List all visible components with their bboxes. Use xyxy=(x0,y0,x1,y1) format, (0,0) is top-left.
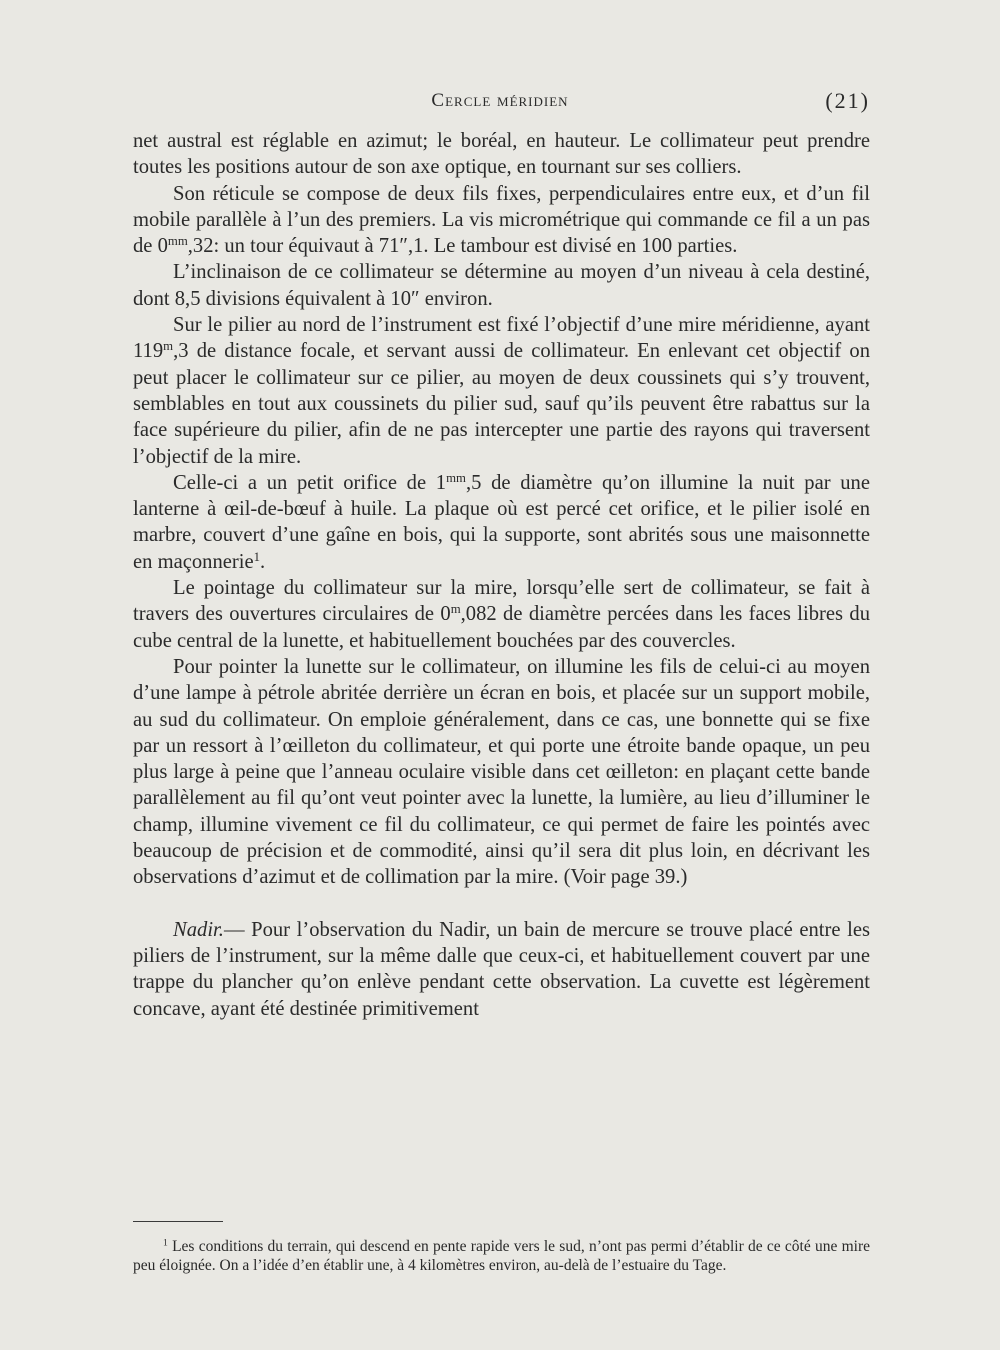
paragraph-orifice xyxy=(133,470,870,575)
footnotes xyxy=(133,1237,870,1275)
body-text xyxy=(133,128,870,1022)
paragraph-text: ,3 de distance focale, et servant aussi de collimateur. En enlevant cet objectif on peut placer le collimateur sur ce pilier, au moyen de deux coussinets qui s’y trouvent, semblables en tout aux coussinets du pilier sud, sauf qu’ils peuvent être rabattus sur la face supérieure du pilier, afin de ne pas intercepter une partie des rayons qui traversent l’objectif de la mire. xyxy=(133,340,870,468)
paragraph-pointer-lunette xyxy=(133,654,870,891)
page-number: (21) xyxy=(825,88,870,113)
footnote-text: Les conditions du terrain, qui descend en pente rapide vers le sud, n’ont pas permi d’établir de ce côté une mire peu éloignée. On a l’idée d’en établir une, à 4 kilomètres environ, au-delà de l’estuaire du Tage. xyxy=(133,1238,871,1274)
unit-superscript: m xyxy=(450,602,461,617)
paragraph-text: — Pour l’observation du Nadir, un bain de mercure se trouve placé entre les piliers de l’instrument, sur la même dalle que ceux-ci, et habituellement couvert par une trappe du plancher qu’on enlève pendant cette observation. La cuvette est légèrement concave, ayant été destinée primitivement xyxy=(133,918,870,1020)
paragraph-reticule xyxy=(133,181,870,260)
paragraph-text: ,082 de diamètre percées dans les faces libres du cube central de la lunette, et habituellement bouchées par des couvercles. xyxy=(133,603,870,652)
footnote-marker: 1 xyxy=(163,1237,168,1249)
section-label-nadir: Nadir. xyxy=(173,918,224,941)
paragraph-text: net austral est réglable en azimut; le boréal, en hauteur. Le collimateur peut prendre toutes les positions autour de son axe optique, en tournant sur ses colliers. xyxy=(133,130,870,179)
paragraph-pointage xyxy=(133,575,870,654)
paragraph-text: L’inclinaison de ce collimateur se détermine au moyen d’un niveau à cela destiné, dont 8,5 divisions équivalent à 10″ environ. xyxy=(133,261,870,310)
paragraph-text: Pour pointer la lunette sur le collimateur, on illumine les fils de celui-ci au moyen d’une lampe à pétrole abritée derrière un écran en bois, et placée sur un support mobile, au sud du collimateur. On emploie généralement, dans ce cas, une bonnette qui se fixe par un ressort à l’œilleton du collimateur, et qui porte une étroite bande opaque, un peu plus large à peine que l’anneau oculaire visible dans cet œilleton: en plaçant cette bande parallèlement au fil qu’ont veut pointer avec la lunette, la lumière, au lieu d’illuminer le champ, illumine vivement ce fil du collimateur, ce qui permet de faire les pointés avec beaucoup de précision et de commodité, ainsi qu’il sera dit plus loin, en décrivant les observations d’azimut et de collimation par la mire. (Voir page 39.) xyxy=(133,655,870,889)
paragraph-pilier xyxy=(133,312,870,470)
paragraph-text: ,5 de diamètre qu’on illumine la nuit par une lanterne à œil-de-bœuf à huile. La plaque où est percé cet orifice, et le pilier isolé en marbre, couvert d’une gaîne en bois, qui la supporte, sont abrités sous une maisonnette en maçonnerie xyxy=(133,471,870,573)
footnote xyxy=(133,1237,870,1275)
footnote-reference: 1 xyxy=(253,549,261,564)
unit-superscript: mm xyxy=(167,234,188,249)
footnote-divider xyxy=(133,1221,223,1222)
paragraph-text: Celle-ci a un petit orifice de 1 xyxy=(173,471,447,494)
paragraph-text: ,32: un tour équivaut à 71″,1. Le tambour est divisé en 100 parties. xyxy=(187,235,738,258)
running-head xyxy=(130,90,870,120)
unit-superscript: m xyxy=(163,339,174,354)
running-title: Cercle méridien xyxy=(431,90,569,111)
unit-superscript: mm xyxy=(446,470,466,485)
paragraph-text: Son réticule se compose de deux fils fixes, perpendiculaires entre eux, et d’un fil mobile parallèle à l’un des premiers. La vis micrométrique qui commande ce fil a un pas de 0 xyxy=(133,182,870,258)
paragraph-text: Sur le pilier au nord de l’instrument est fixé l’objectif d’une mire méridienne, ayant 119 xyxy=(133,314,870,363)
paragraph-nadir xyxy=(133,917,870,1022)
paragraph-inclinaison xyxy=(133,259,870,312)
section-spacer xyxy=(133,891,870,917)
paragraph-text: Le pointage du collimateur sur la mire, lorsqu’elle sert de collimateur, se fait à travers des ouvertures circulaires de 0 xyxy=(133,577,870,626)
paragraph-text: . xyxy=(260,550,266,573)
paragraph-continuation xyxy=(133,128,870,181)
